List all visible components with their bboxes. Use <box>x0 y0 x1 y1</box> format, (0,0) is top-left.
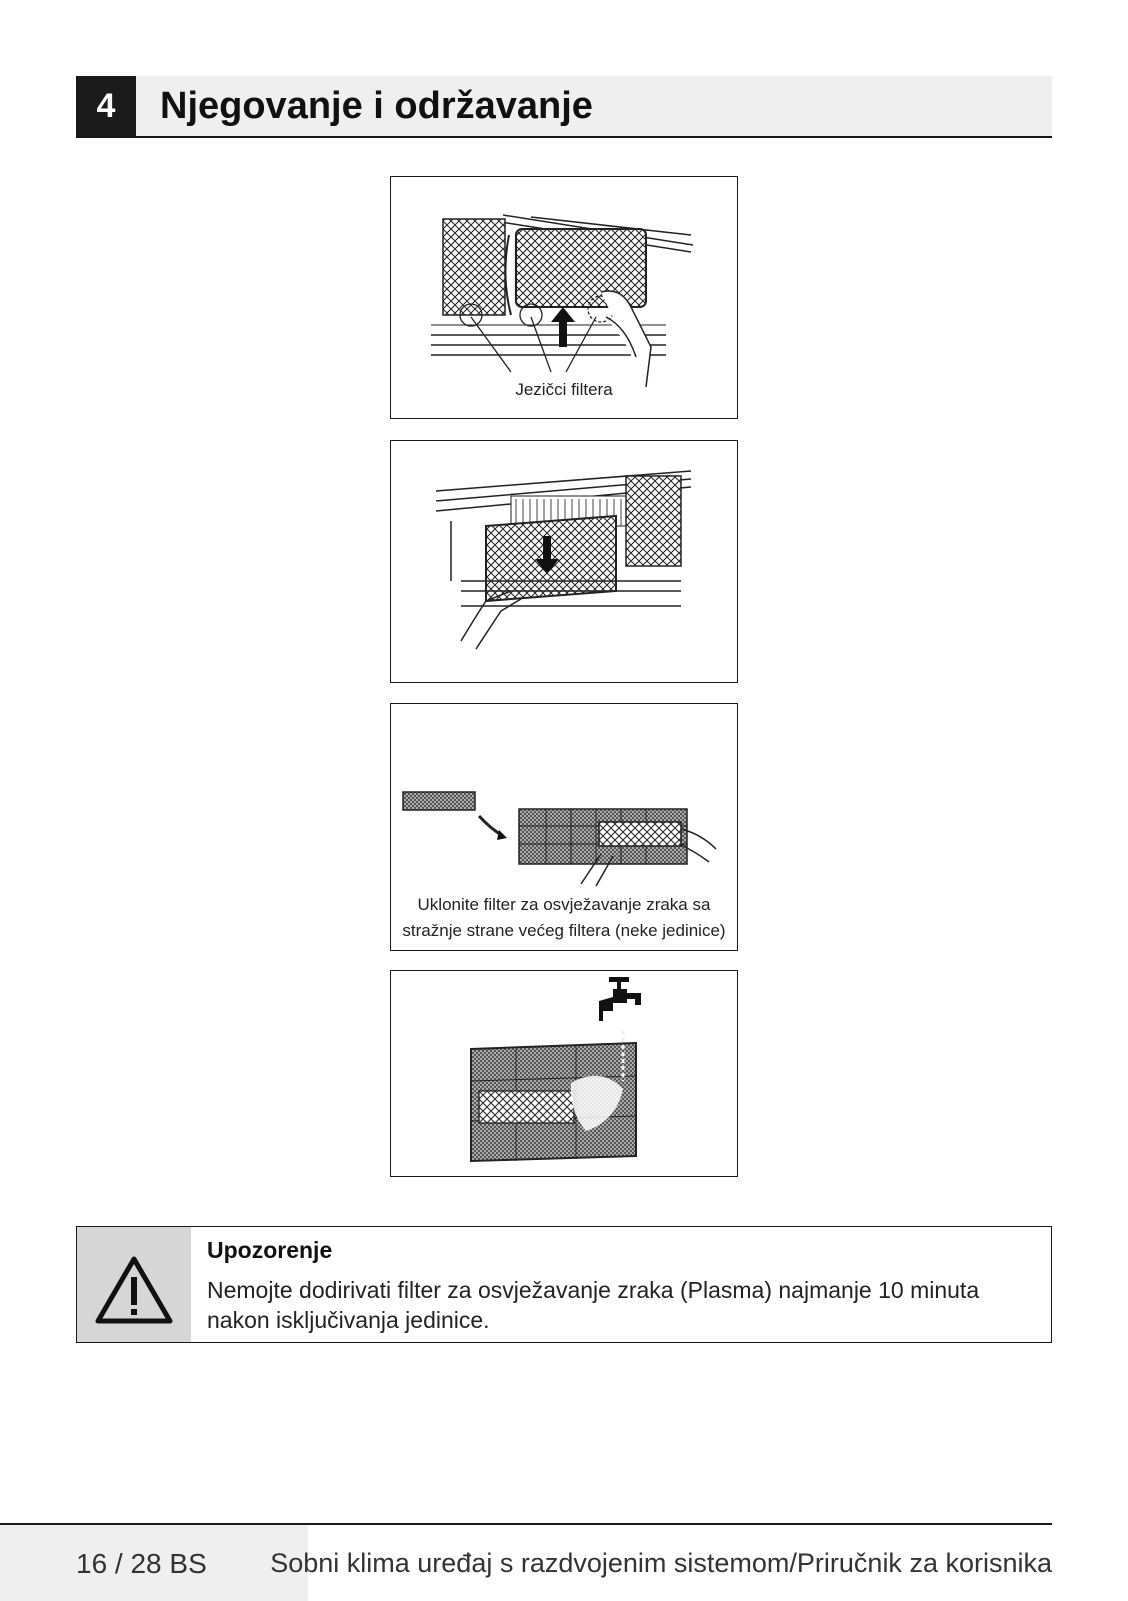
figure-filter-tabs <box>390 176 738 419</box>
chapter-header <box>76 76 1052 138</box>
page-title: Njegovanje i održavanje <box>160 85 593 127</box>
chapter-number: 4 <box>76 76 136 136</box>
pull-filter-illustration <box>391 441 739 684</box>
warning-box <box>76 1226 1052 1343</box>
warning-title: Upozorenje <box>207 1237 333 1263</box>
figure-caption: Jezičci filtera <box>515 380 613 399</box>
wash-filter-illustration <box>391 971 739 1178</box>
figure-remove-fresh-filter <box>390 703 738 951</box>
warning-text: Nemojte dodirivati filter za osvježavanje zraka (Plasma) najmanje 10 minuta nakon isključivanja jedinice. <box>207 1277 980 1333</box>
document-title: Sobni klima uređaj s razdvojenim sistemom/Priručnik za korisnika <box>270 1548 1052 1578</box>
figure-caption-line1: Uklonite filter za osvježavanje zraka sa <box>417 895 711 914</box>
figure-wash-filter <box>390 970 738 1177</box>
page-number: 16 / 28 BS <box>76 1548 207 1579</box>
warning-triangle-icon <box>77 1227 191 1341</box>
warning-icon-cell <box>77 1227 191 1342</box>
figure-caption-line2: stražnje strane većeg filtera (neke jedinice) <box>402 921 726 940</box>
figure-pull-filter <box>390 440 738 683</box>
faucet-icon <box>599 977 641 1021</box>
